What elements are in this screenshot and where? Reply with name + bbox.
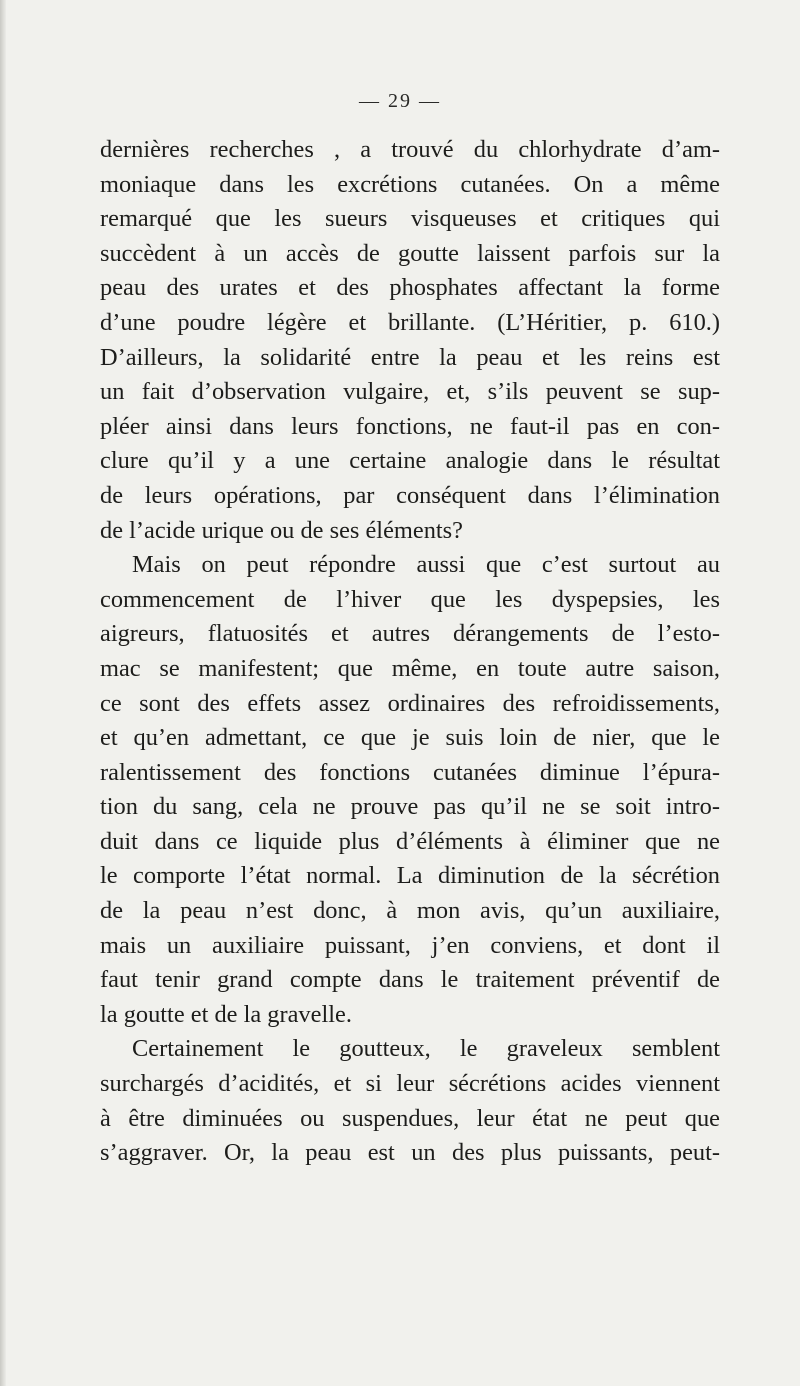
page-number: — 29 — bbox=[359, 90, 441, 112]
text-line: clure qu’il y a une certaine analogie dans le résultat bbox=[100, 447, 720, 475]
text-line: Certainement le goutteux, le graveleux semblent bbox=[132, 1035, 720, 1063]
text-line: commencement de l’hiver que les dyspepsies, les bbox=[100, 585, 720, 613]
text-line: mais un auxiliaire puissant, j’en conviens, et dont il bbox=[100, 931, 720, 959]
text-line: la goutte et de la gravelle. bbox=[100, 1000, 352, 1028]
text-line: succèdent à un accès de goutte laissent parfois sur la bbox=[100, 239, 720, 267]
text-line: ce sont des effets assez ordinaires des refroidissements, bbox=[100, 689, 720, 717]
text-line: de la peau n’est donc, à mon avis, qu’un auxiliaire, bbox=[100, 897, 720, 925]
text-line: mac se manifestent; que même, en toute autre saison, bbox=[100, 654, 720, 682]
page-binding-edge bbox=[0, 0, 6, 1386]
text-line: et qu’en admettant, ce que je suis loin de nier, que le bbox=[100, 724, 720, 752]
text-line: pléer ainsi dans leurs fonctions, ne faut-il pas en con- bbox=[100, 412, 720, 440]
text-line: le comporte l’état normal. La diminution de la sécrétion bbox=[100, 862, 720, 890]
text-line: s’aggraver. Or, la peau est un des plus puissants, peut- bbox=[100, 1139, 720, 1167]
text-line: Mais on peut répondre aussi que c’est surtout au bbox=[132, 551, 720, 579]
text-line: un fait d’observation vulgaire, et, s’ils peuvent se sup- bbox=[100, 378, 720, 406]
text-line: peau des urates et des phosphates affectant la forme bbox=[100, 274, 720, 302]
text-line: tion du sang, cela ne prouve pas qu’il ne se soit intro- bbox=[100, 793, 720, 821]
text-line: de l’acide urique ou de ses éléments? bbox=[100, 516, 464, 544]
text-line: dernières recherches , a trouvé du chlorhydrate d’am- bbox=[100, 136, 720, 163]
text-line: à être diminuées ou suspendues, leur état ne peut que bbox=[100, 1104, 720, 1132]
text-line: aigreurs, flatuosités et autres dérangements de l’esto- bbox=[100, 620, 720, 648]
text-line: remarqué que les sueurs visqueuses et critiques qui bbox=[100, 205, 720, 233]
text-line: duit dans ce liquide plus d’éléments à éliminer que ne bbox=[100, 827, 720, 855]
text-line: d’une poudre légère et brillante. (L’Héritier, p. 610.) bbox=[100, 308, 720, 336]
body-text bbox=[100, 133, 720, 1171]
text-line: moniaque dans les excrétions cutanées. On a même bbox=[100, 170, 720, 198]
text-line: de leurs opérations, par conséquent dans l’élimination bbox=[100, 481, 720, 509]
text-line: ralentissement des fonctions cutanées diminue l’épura- bbox=[100, 758, 720, 786]
text-line: D’ailleurs, la solidarité entre la peau et les reins est bbox=[100, 343, 720, 371]
text-line: faut tenir grand compte dans le traitement préventif de bbox=[100, 966, 720, 994]
text-line: surchargés d’acidités, et si leur sécrétions acides viennent bbox=[100, 1070, 720, 1098]
